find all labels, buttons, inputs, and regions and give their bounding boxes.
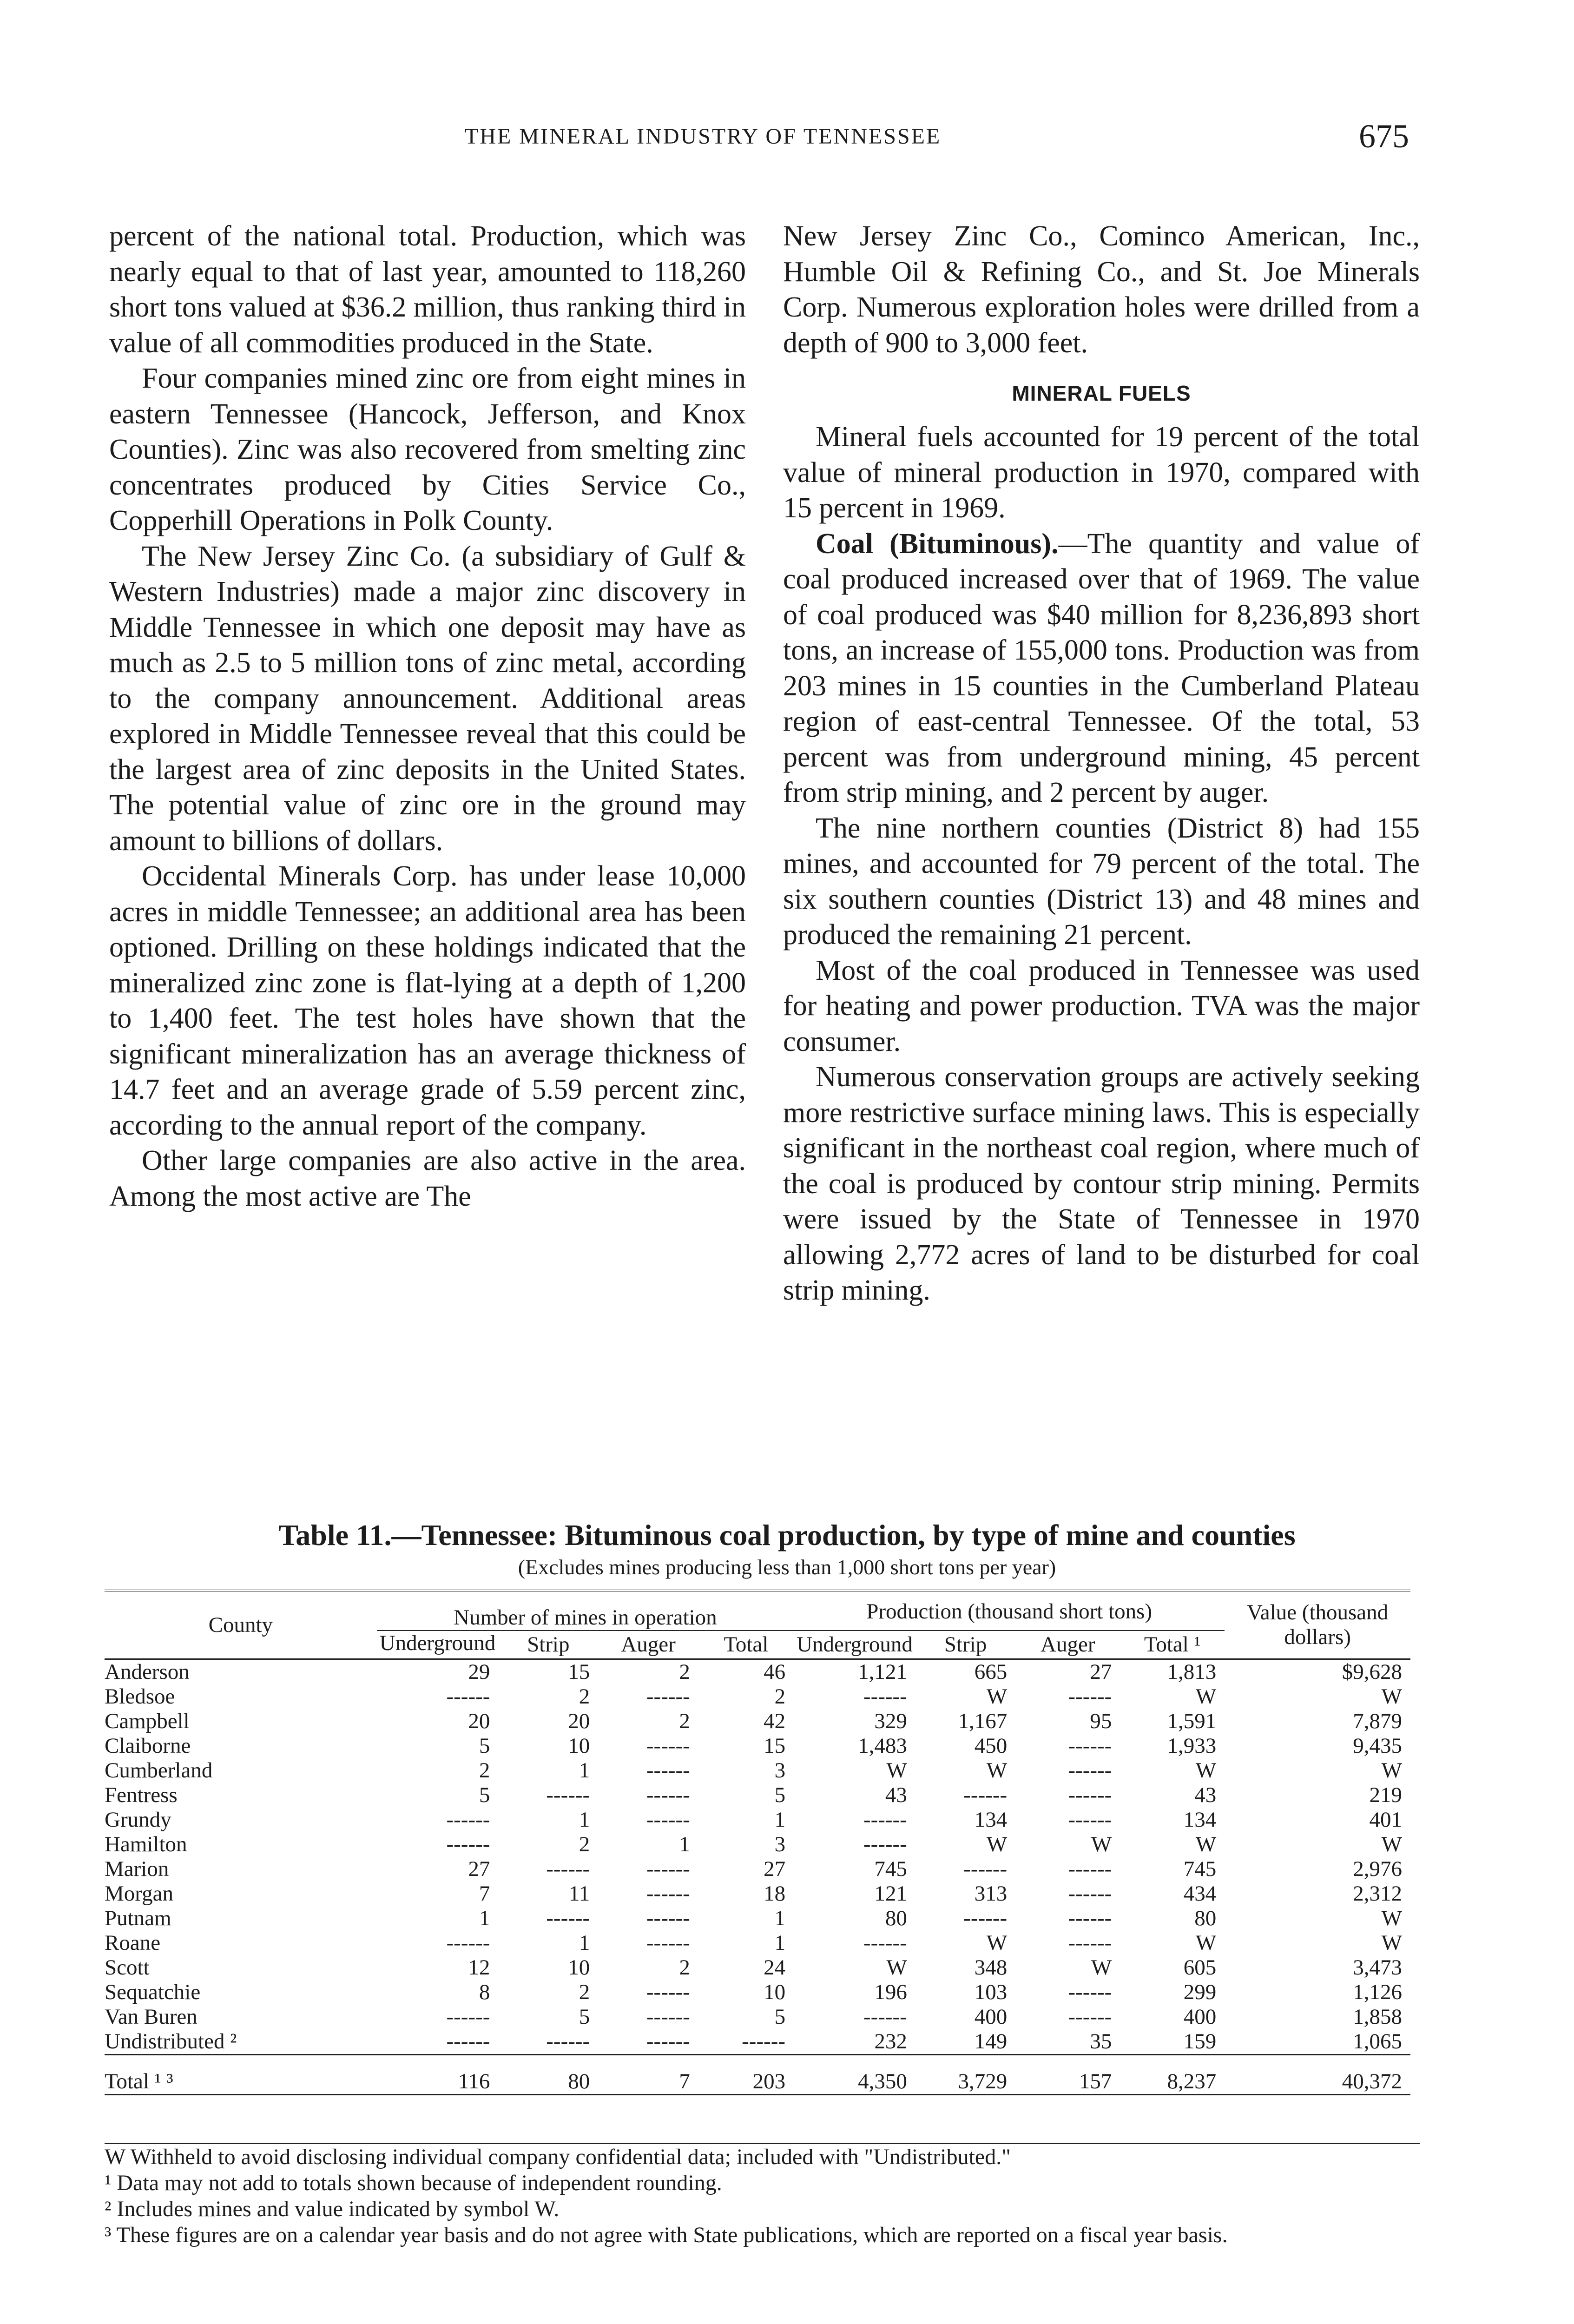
cell-m-under: ------ xyxy=(446,1808,490,1832)
footnote-w: W Withheld to avoid disclosing individual company confidential data; included with "Undistributed." xyxy=(105,2143,1420,2170)
table-row xyxy=(105,1758,1410,1783)
table-row xyxy=(105,1931,1410,1955)
cell-p-total: W xyxy=(1195,1684,1217,1709)
cell-m-total: 46 xyxy=(764,1660,786,1684)
cell-p-strip: ------ xyxy=(963,1906,1008,1930)
cell-p-under: 80 xyxy=(885,1906,907,1930)
left-paragraph-1: percent of the national total. Production, which was nearly equal to that of last year, amounted to 118,260 short tons valued at $36.2 million, thus ranking third in value of all commodities produced in the State. xyxy=(109,220,746,359)
cell-county: Grundy xyxy=(105,1808,171,1832)
cell-m-auger: ------ xyxy=(646,1758,690,1783)
table-row xyxy=(105,1882,1410,1906)
header-prod-underground: Underground xyxy=(797,1632,913,1657)
cell-p-auger: ------ xyxy=(1068,1758,1112,1783)
header-mines-auger: Auger xyxy=(621,1632,676,1657)
header-mines-group: Number of mines in operation xyxy=(377,1591,794,1631)
header-county: County xyxy=(208,1612,273,1637)
cell-m-strip: 1 xyxy=(579,1808,590,1832)
table-row xyxy=(105,1734,1410,1758)
cell-m-auger: 2 xyxy=(679,1709,690,1733)
table-row xyxy=(105,1659,1410,1685)
cell-m-under: 1 xyxy=(479,1906,490,1930)
cell-p-under: W xyxy=(886,1955,907,1980)
cell-m-auger: ------ xyxy=(646,1734,690,1758)
cell-m-auger: ------ xyxy=(646,1980,690,2004)
cell-m-auger: ------ xyxy=(646,2029,690,2053)
cell-county: Putnam xyxy=(105,1906,171,1930)
cell-m-auger: ------ xyxy=(646,1931,690,1955)
cell-p-total: 159 xyxy=(1183,2029,1217,2053)
cell-p-strip: 313 xyxy=(974,1882,1008,1906)
cell-p-under: ------ xyxy=(863,1684,907,1709)
cell-m-auger: 2 xyxy=(679,1660,690,1684)
cell-p-total: 134 xyxy=(1183,1808,1217,1832)
header-prod-auger: Auger xyxy=(1041,1632,1095,1657)
cell-p-under: 1,483 xyxy=(858,1734,907,1758)
cell-value: 401 xyxy=(1369,1808,1402,1832)
cell-p-total: 8,237 xyxy=(1167,2069,1217,2093)
header-mines-total: Total xyxy=(724,1632,769,1657)
cell-county: Marion xyxy=(105,1857,169,1881)
running-title: THE MINERAL INDUSTRY OF TENNESSEE xyxy=(465,124,942,149)
cell-county: Anderson xyxy=(105,1660,190,1684)
table-row xyxy=(105,1684,1410,1709)
cell-m-under: 5 xyxy=(479,1783,490,1807)
cell-county: Scott xyxy=(105,1955,150,1980)
cell-p-strip: 1,167 xyxy=(958,1709,1008,1733)
table-row xyxy=(105,2005,1410,2029)
cell-m-strip: 2 xyxy=(579,1832,590,1856)
section-heading: MINERAL FUELS xyxy=(1012,381,1191,405)
cell-p-strip: ------ xyxy=(963,1783,1008,1807)
cell-p-strip: W xyxy=(986,1832,1008,1856)
header-value: Value (thousand dollars) xyxy=(1247,1600,1389,1649)
footnote-2: ² Includes mines and value indicated by symbol W. xyxy=(105,2197,560,2221)
cell-county: Undistributed ² xyxy=(105,2029,237,2053)
cell-p-auger: ------ xyxy=(1068,1931,1112,1955)
cell-m-auger: ------ xyxy=(646,1783,690,1807)
cell-p-auger: 27 xyxy=(1090,1660,1112,1684)
table-row xyxy=(105,2029,1410,2055)
coal-subheading: Coal (Bituminous). xyxy=(816,528,1059,560)
cell-p-auger: ------ xyxy=(1068,1684,1112,1709)
cell-p-under: 4,350 xyxy=(858,2069,907,2093)
cell-p-under: W xyxy=(886,1758,907,1783)
cell-p-under: 329 xyxy=(874,1709,907,1733)
cell-p-auger: ------ xyxy=(1068,1906,1112,1930)
cell-p-total: W xyxy=(1195,1758,1217,1783)
right-column xyxy=(783,218,1420,1308)
left-paragraph-2: Four companies mined zinc ore from eight mines in eastern Tennessee (Hancock, Jefferson, and Knox Counties). Zinc was also recovered from smelting zinc concentrates produced by Cities Service Co., Copperhill Operations in Polk County. xyxy=(109,363,746,536)
cell-p-total: 80 xyxy=(1194,1906,1217,1930)
table-label: Table 11.—Tennessee: xyxy=(278,1519,558,1552)
left-paragraph-5: Other large companies are also active in the area. Among the most active are The xyxy=(109,1145,746,1212)
cell-p-under: ------ xyxy=(863,1832,907,1856)
cell-m-total: 5 xyxy=(774,1783,786,1807)
right-paragraph-2: Mineral fuels accounted for 19 percent of the total value of mineral production in 1970, compared with 15 percent in 1969. xyxy=(783,421,1420,524)
cell-p-total: 1,933 xyxy=(1167,1734,1217,1758)
cell-m-under: 2 xyxy=(479,1758,490,1783)
left-column xyxy=(109,218,746,1214)
cell-m-under: ------ xyxy=(446,1684,490,1709)
cell-value: 7,879 xyxy=(1353,1709,1402,1733)
cell-m-total: 203 xyxy=(752,2069,786,2093)
cell-value: $9,628 xyxy=(1342,1660,1402,1684)
cell-p-total: 605 xyxy=(1183,1955,1217,1980)
cell-p-strip: 103 xyxy=(974,1980,1008,2004)
cell-p-total: 745 xyxy=(1183,1857,1217,1881)
cell-m-under: 12 xyxy=(468,1955,490,1980)
cell-m-strip: ------ xyxy=(546,1906,590,1930)
cell-p-total: 299 xyxy=(1183,1980,1217,2004)
header-prod-total: Total ¹ xyxy=(1144,1632,1201,1657)
cell-p-strip: 348 xyxy=(974,1955,1008,1980)
cell-m-total: 42 xyxy=(764,1709,786,1733)
cell-m-strip: ------ xyxy=(546,1783,590,1807)
cell-m-auger: 2 xyxy=(679,1955,690,1980)
cell-county: Van Buren xyxy=(105,2005,198,2029)
cell-m-strip: 5 xyxy=(579,2005,590,2029)
cell-m-strip: ------ xyxy=(546,2029,590,2053)
table-subtitle: (Excludes mines producing less than 1,000 short tons per year) xyxy=(518,1555,1056,1579)
cell-m-under: 29 xyxy=(468,1660,490,1684)
cell-m-auger: 1 xyxy=(679,1832,690,1856)
cell-value: 1,126 xyxy=(1353,1980,1402,2004)
cell-m-under: 8 xyxy=(479,1980,490,2004)
cell-m-total: 3 xyxy=(774,1832,786,1856)
cell-m-strip: 11 xyxy=(568,1882,590,1906)
cell-value: W xyxy=(1381,1758,1402,1783)
cell-m-strip: 2 xyxy=(579,1684,590,1709)
cell-p-strip: 134 xyxy=(974,1808,1008,1832)
cell-value: 2,312 xyxy=(1353,1882,1402,1906)
cell-m-auger: 7 xyxy=(679,2069,690,2093)
cell-m-total: 27 xyxy=(764,1857,786,1881)
cell-p-auger: ------ xyxy=(1068,1808,1112,1832)
cell-p-auger: W xyxy=(1091,1832,1112,1856)
cell-m-total: ------ xyxy=(742,2029,786,2053)
cell-value: W xyxy=(1381,1832,1402,1856)
footnote-3: ³ These figures are on a calendar year basis and do not agree with State publications, which are reported on a fiscal year basis. xyxy=(105,2223,1228,2247)
cell-m-total: 24 xyxy=(764,1955,786,1980)
cell-value: 1,858 xyxy=(1353,2005,1402,2029)
cell-m-total: 18 xyxy=(764,1882,786,1906)
cell-value: W xyxy=(1381,1684,1402,1709)
cell-p-total: 1,591 xyxy=(1167,1709,1217,1733)
cell-m-auger: ------ xyxy=(646,1906,690,1930)
cell-value: 3,473 xyxy=(1353,1955,1402,1980)
cell-p-total: 1,813 xyxy=(1167,1660,1217,1684)
cell-value: W xyxy=(1381,1906,1402,1930)
cell-p-auger: W xyxy=(1091,1955,1112,1980)
cell-m-strip: 20 xyxy=(568,1709,590,1733)
header-production-group: Production (thousand short tons) xyxy=(794,1591,1225,1631)
cell-m-under: 5 xyxy=(479,1734,490,1758)
cell-p-strip: 665 xyxy=(974,1660,1008,1684)
cell-m-under: ------ xyxy=(446,2029,490,2053)
coal-production-table xyxy=(105,1590,1410,2095)
footnotes xyxy=(105,2143,1420,2248)
cell-p-under: ------ xyxy=(863,1931,907,1955)
cell-m-under: ------ xyxy=(446,2005,490,2029)
cell-m-strip: 10 xyxy=(568,1734,590,1758)
table-row xyxy=(105,1980,1410,2005)
cell-m-strip: 2 xyxy=(579,1980,590,2004)
page-number: 675 xyxy=(1359,118,1409,155)
cell-county: Claiborne xyxy=(105,1734,191,1758)
header-mines-underground: Underground xyxy=(379,1631,496,1655)
cell-p-auger: ------ xyxy=(1068,1980,1112,2004)
cell-county: Bledsoe xyxy=(105,1684,175,1709)
cell-p-strip: W xyxy=(986,1758,1008,1783)
table-caption xyxy=(0,1518,1574,1553)
cell-county: Fentress xyxy=(105,1783,178,1807)
cell-p-total: W xyxy=(1195,1832,1217,1856)
cell-county: Hamilton xyxy=(105,1832,187,1856)
cell-m-auger: ------ xyxy=(646,2005,690,2029)
cell-p-strip: W xyxy=(986,1684,1008,1709)
cell-m-under: 7 xyxy=(479,1882,490,1906)
table-row xyxy=(105,1857,1410,1882)
cell-m-strip: 10 xyxy=(568,1955,590,1980)
cell-p-auger: 157 xyxy=(1079,2069,1112,2093)
cell-value: 2,976 xyxy=(1353,1857,1402,1881)
header-prod-strip: Strip xyxy=(944,1632,987,1657)
cell-p-under: 121 xyxy=(874,1882,907,1906)
cell-p-strip: 450 xyxy=(974,1734,1008,1758)
cell-value: 9,435 xyxy=(1353,1734,1402,1758)
left-paragraph-3: The New Jersey Zinc Co. (a subsidiary of Gulf & Western Industries) made a major zinc discovery in Middle Tennessee in which one deposit may have as much as 2.5 to 5 million tons of zinc metal, according to the company announcement. Additional areas explored in Middle Tennessee reveal that this could be the largest area of zinc deposits in the United States. The potential value of zinc ore in the ground may amount to billions of dollars. xyxy=(109,540,746,857)
cell-m-strip: 1 xyxy=(579,1758,590,1783)
cell-county: Morgan xyxy=(105,1882,173,1906)
cell-p-auger: ------ xyxy=(1068,1734,1112,1758)
cell-m-strip: 80 xyxy=(568,2069,590,2093)
cell-m-under: ------ xyxy=(446,1832,490,1856)
cell-p-strip: 400 xyxy=(974,2005,1008,2029)
left-paragraph-4: Occidental Minerals Corp. has under lease 10,000 acres in middle Tennessee; an additional area has been optioned. Drilling on these holdings indicated that the mineralized zinc zone is flat-lying at a depth of 1,200 to 1,400 feet. The test holes have shown that the significant mineralization has an average thickness of 14.7 feet and an average grade of 5.59 percent zinc, according to the annual report of the company. xyxy=(109,860,746,1141)
right-paragraph-6: Numerous conservation groups are actively seeking more restrictive surface mining laws. This is especially significant in the northeast coal region, where much of the coal is produced by contour strip mining. Permits were issued by the State of Tennessee in 1970 allowing 2,772 acres of land to be disturbed for coal strip mining. xyxy=(783,1061,1420,1306)
cell-m-under: 27 xyxy=(468,1857,490,1881)
table-row xyxy=(105,1906,1410,1931)
cell-m-strip: ------ xyxy=(546,1857,590,1881)
cell-m-under: ------ xyxy=(446,1931,490,1955)
cell-p-total: 400 xyxy=(1183,2005,1217,2029)
header-mines-strip: Strip xyxy=(527,1632,570,1657)
cell-county: Cumberland xyxy=(105,1758,213,1783)
right-paragraph-3 xyxy=(783,526,1420,811)
cell-county: Total ¹ ³ xyxy=(105,2069,173,2093)
cell-county: Roane xyxy=(105,1931,161,1955)
cell-value: 40,372 xyxy=(1342,2069,1402,2093)
cell-p-auger: ------ xyxy=(1068,1882,1112,1906)
table-row xyxy=(105,1832,1410,1857)
cell-p-strip: 3,729 xyxy=(958,2069,1008,2093)
cell-p-total: 434 xyxy=(1183,1882,1217,1906)
cell-p-auger: ------ xyxy=(1068,1783,1112,1807)
cell-value: 219 xyxy=(1369,1783,1402,1807)
table-row xyxy=(105,1808,1410,1832)
cell-value: W xyxy=(1381,1931,1402,1955)
table-row xyxy=(105,1709,1410,1734)
right-paragraph-1: New Jersey Zinc Co., Cominco American, Inc., Humble Oil & Refining Co., and St. Joe Minerals Corp. Numerous exploration holes were drilled from a depth of 900 to 3,000 feet. xyxy=(783,220,1420,359)
cell-p-auger: 35 xyxy=(1090,2029,1112,2053)
cell-m-auger: ------ xyxy=(646,1808,690,1832)
cell-m-auger: ------ xyxy=(646,1684,690,1709)
cell-m-under: 116 xyxy=(458,2069,490,2093)
table-row xyxy=(105,1783,1410,1808)
right-paragraph-5: Most of the coal produced in Tennessee was used for heating and power production. TVA was the major consumer. xyxy=(783,954,1420,1057)
table-title: Bituminous coal production, by type of mine and counties xyxy=(565,1519,1296,1552)
cell-p-auger: 95 xyxy=(1090,1709,1112,1733)
cell-m-total: 1 xyxy=(774,1931,786,1955)
cell-m-total: 1 xyxy=(774,1808,786,1832)
cell-value: 1,065 xyxy=(1353,2029,1402,2053)
cell-m-auger: ------ xyxy=(646,1882,690,1906)
cell-p-strip: ------ xyxy=(963,1857,1008,1881)
page-header xyxy=(0,118,1574,159)
cell-p-under: 43 xyxy=(885,1783,907,1807)
right-paragraph-4: The nine northern counties (District 8) had 155 mines, and accounted for 79 percent of the total. The six southern counties (District 13) and 48 mines and produced the remaining 21 percent. xyxy=(783,812,1420,951)
cell-m-total: 1 xyxy=(774,1906,786,1930)
cell-m-under: 20 xyxy=(468,1709,490,1733)
cell-p-strip: 149 xyxy=(974,2029,1008,2053)
cell-p-under: 232 xyxy=(874,2029,907,2053)
cell-m-total: 15 xyxy=(764,1734,786,1758)
cell-m-total: 10 xyxy=(764,1980,786,2004)
cell-p-auger: ------ xyxy=(1068,2005,1112,2029)
cell-p-under: 1,121 xyxy=(858,1660,907,1684)
footnote-1: ¹ Data may not add to totals shown because of independent rounding. xyxy=(105,2171,722,2195)
cell-p-strip: W xyxy=(986,1931,1008,1955)
cell-p-under: 196 xyxy=(874,1980,907,2004)
cell-county: Sequatchie xyxy=(105,1980,201,2004)
cell-m-total: 5 xyxy=(774,2005,786,2029)
cell-m-total: 2 xyxy=(774,1684,786,1709)
cell-m-strip: 1 xyxy=(579,1931,590,1955)
cell-m-auger: ------ xyxy=(646,1857,690,1881)
cell-p-total: 43 xyxy=(1194,1783,1217,1807)
cell-p-auger: ------ xyxy=(1068,1857,1112,1881)
cell-m-strip: 15 xyxy=(568,1660,590,1684)
table-row xyxy=(105,1955,1410,1980)
table-total-row xyxy=(105,2055,1410,2095)
cell-m-total: 3 xyxy=(774,1758,786,1783)
cell-p-under: ------ xyxy=(863,2005,907,2029)
cell-p-under: 745 xyxy=(874,1857,907,1881)
cell-p-under: ------ xyxy=(863,1808,907,1832)
cell-county: Campbell xyxy=(105,1709,190,1733)
cell-p-total: W xyxy=(1195,1931,1217,1955)
coal-text: —The quantity and value of coal produced increased over that of 1969. The value of coal produced was $40 million for 8,236,893 short tons, an increase of 155,000 tons. Production was from 203 mines in 15 counties in the Cumberland Plateau region of east-central Tennessee. Of the total, 53 percent was from underground mining, 45 percent from strip mining, and 2 percent by auger. xyxy=(783,528,1420,808)
